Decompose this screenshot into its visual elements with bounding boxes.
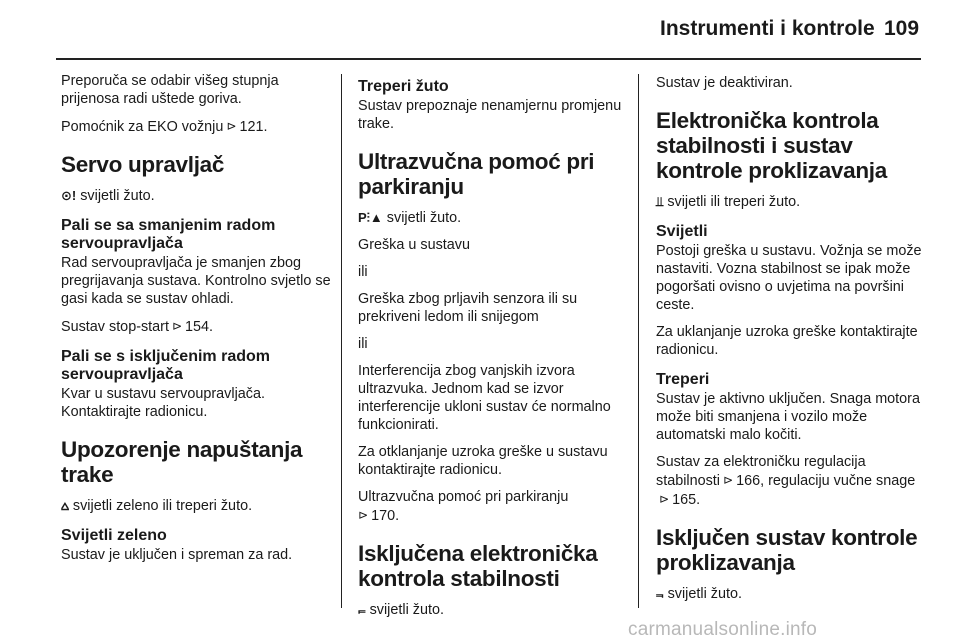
page-ref-icon: ⊳ <box>226 119 237 133</box>
heading-tc-off: Isključen sustav kontrole proklizavanja <box>656 525 918 575</box>
servo-symbol-text: svijetli žuto. <box>80 188 155 204</box>
park-symbol-text: svijetli žuto. <box>386 210 462 226</box>
paragraph-steering-off: Kvar u sustavu servoupravljača. Kontaktirajte radionicu. <box>61 386 265 420</box>
heading-parking-assist: Ultrazvučna pomoć pri parkiranju <box>358 149 595 199</box>
heading-servo: Servo upravljač <box>61 152 225 177</box>
paragraph-contact-workshop: Za otklanjanje uzroka greške u sustavu kontaktirajte radionicu. <box>358 444 608 478</box>
heading-flashing: Treperi <box>656 371 710 388</box>
esc-off-symbol-text: svijetli žuto. <box>369 602 444 618</box>
paragraph-tc-off-symbol <box>656 585 926 603</box>
tc-off-symbol-text: svijetli žuto. <box>667 586 742 602</box>
flashing-refs-text: Sustav za elektroničku regulacija stabilnosti <box>656 454 866 489</box>
lane-symbol-text: svijetli zeleno ili treperi žuto. <box>72 498 253 514</box>
heading-flashing-yellow: Treperi žuto <box>358 78 449 95</box>
paragraph-dirty-sensors: Greška zbog prljavih senzora ili su prekriveni ledom ili snijegom <box>358 291 578 325</box>
eco-assist-ref: 121. <box>239 119 268 135</box>
heading-esc-traction: Elektronička kontrola stabilnosti i sustav kontrole proklizavanja <box>656 108 887 183</box>
page-header <box>0 0 960 62</box>
stop-start-ref: 154. <box>185 319 214 335</box>
column-divider-1 <box>341 74 342 608</box>
column-3 <box>656 72 926 612</box>
paragraph-reduced-steering: Rad servoupravljača je smanjen zbog pregrijavanja sustava. Kontrolno svjetlo se gasi kada se sustav ohladi. <box>61 255 331 307</box>
paragraph-stop-start <box>61 317 333 336</box>
header-divider <box>56 58 921 60</box>
paragraph-park-ref <box>358 488 628 525</box>
esc-symbol-text: svijetli ili treperi žuto. <box>667 194 801 210</box>
column-divider-2 <box>638 74 639 608</box>
heading-lit: Svijetli <box>656 223 708 240</box>
column-2 <box>358 72 628 628</box>
column-1 <box>61 72 333 573</box>
esc-icon: ⫫ <box>656 194 664 209</box>
park-ref-page: 170. <box>371 508 400 524</box>
paragraph-flashing-refs <box>656 453 926 509</box>
paragraph-deactivated: Sustav je deaktiviran. <box>656 75 793 91</box>
paragraph-lit-contact: Za uklanjanje uzroka greške kontaktirajte radionicu. <box>656 324 918 358</box>
lane-departure-icon: ⩟ <box>61 498 69 513</box>
heading-lane-departure: Upozorenje napuštanja trake <box>61 437 303 487</box>
paragraph-interference: Interferencija zbog vanjskih izvora ultrazvuka. Jednom kad se izvor interferencije ukloni sustav će normalno funkcionirati. <box>358 363 611 433</box>
header-title: Instrumenti i kontrole <box>660 17 875 40</box>
paragraph-esc-symbol <box>656 193 926 211</box>
paragraph-gear-advice: Preporuča se odabir višeg stupnja prijenosa radi uštede goriva. <box>61 73 279 107</box>
page-ref-icon: ⊳ <box>358 508 369 522</box>
paragraph-esc-off-symbol <box>358 601 628 619</box>
eco-assist-text: Pomoćnik za EKO vožnju <box>61 119 224 135</box>
heading-esc-off: Isključena elektronička kontrola stabilnosti <box>358 541 598 591</box>
paragraph-or-2: ili <box>358 336 368 352</box>
paragraph-or-1: ili <box>358 264 368 280</box>
page-ref-icon: ⊳ <box>723 473 734 487</box>
heading-lit-green: Svijetli zeleno <box>61 527 167 544</box>
park-ref-text: Ultrazvučna pomoć pri parkiranju <box>358 489 569 505</box>
heading-reduced-steering: Pali se sa smanjenim radom servoupravljača <box>61 217 276 252</box>
heading-steering-off: Pali se s isključenim radom servoupravljača <box>61 348 270 383</box>
paragraph-eco-assist <box>61 117 333 136</box>
page-ref-icon: ⊳ <box>659 492 670 506</box>
paragraph-lane-symbol <box>61 497 333 515</box>
watermark: carmanualsonline.info <box>628 619 818 640</box>
esc-off-icon: ⫭ <box>358 602 366 617</box>
steering-warning-icon: ⊙! <box>61 188 77 203</box>
paragraph-flashing: Sustav je aktivno uključen. Snaga motora može biti smanjena i vozilo može automatski malo kočiti. <box>656 391 920 443</box>
paragraph-system-fault: Greška u sustavu <box>358 237 470 253</box>
paragraph-servo-symbol <box>61 187 333 205</box>
stop-start-text: Sustav stop-start <box>61 319 169 335</box>
traction-off-icon: ⫬ <box>656 586 664 601</box>
paragraph-lit: Postoji greška u sustavu. Vožnja se može nastaviti. Vozna stabilnost se ipak može pogoršati ovisno o uvjetima na površini ceste. <box>656 243 922 313</box>
flashing-ref-1: 166, regulaciju vučne snage <box>736 473 916 489</box>
page-ref-icon: ⊳ <box>171 319 183 333</box>
paragraph-flashing-yellow: Sustav prepoznaje nenamjernu promjenu trake. <box>358 98 622 132</box>
paragraph-park-symbol <box>358 209 628 227</box>
flashing-ref-2: 165. <box>672 492 701 508</box>
page-number: 109 <box>884 17 920 40</box>
paragraph-lit-green: Sustav je uključen i spreman za rad. <box>61 547 293 563</box>
parking-assist-icon: P⫶▲ <box>358 210 383 225</box>
